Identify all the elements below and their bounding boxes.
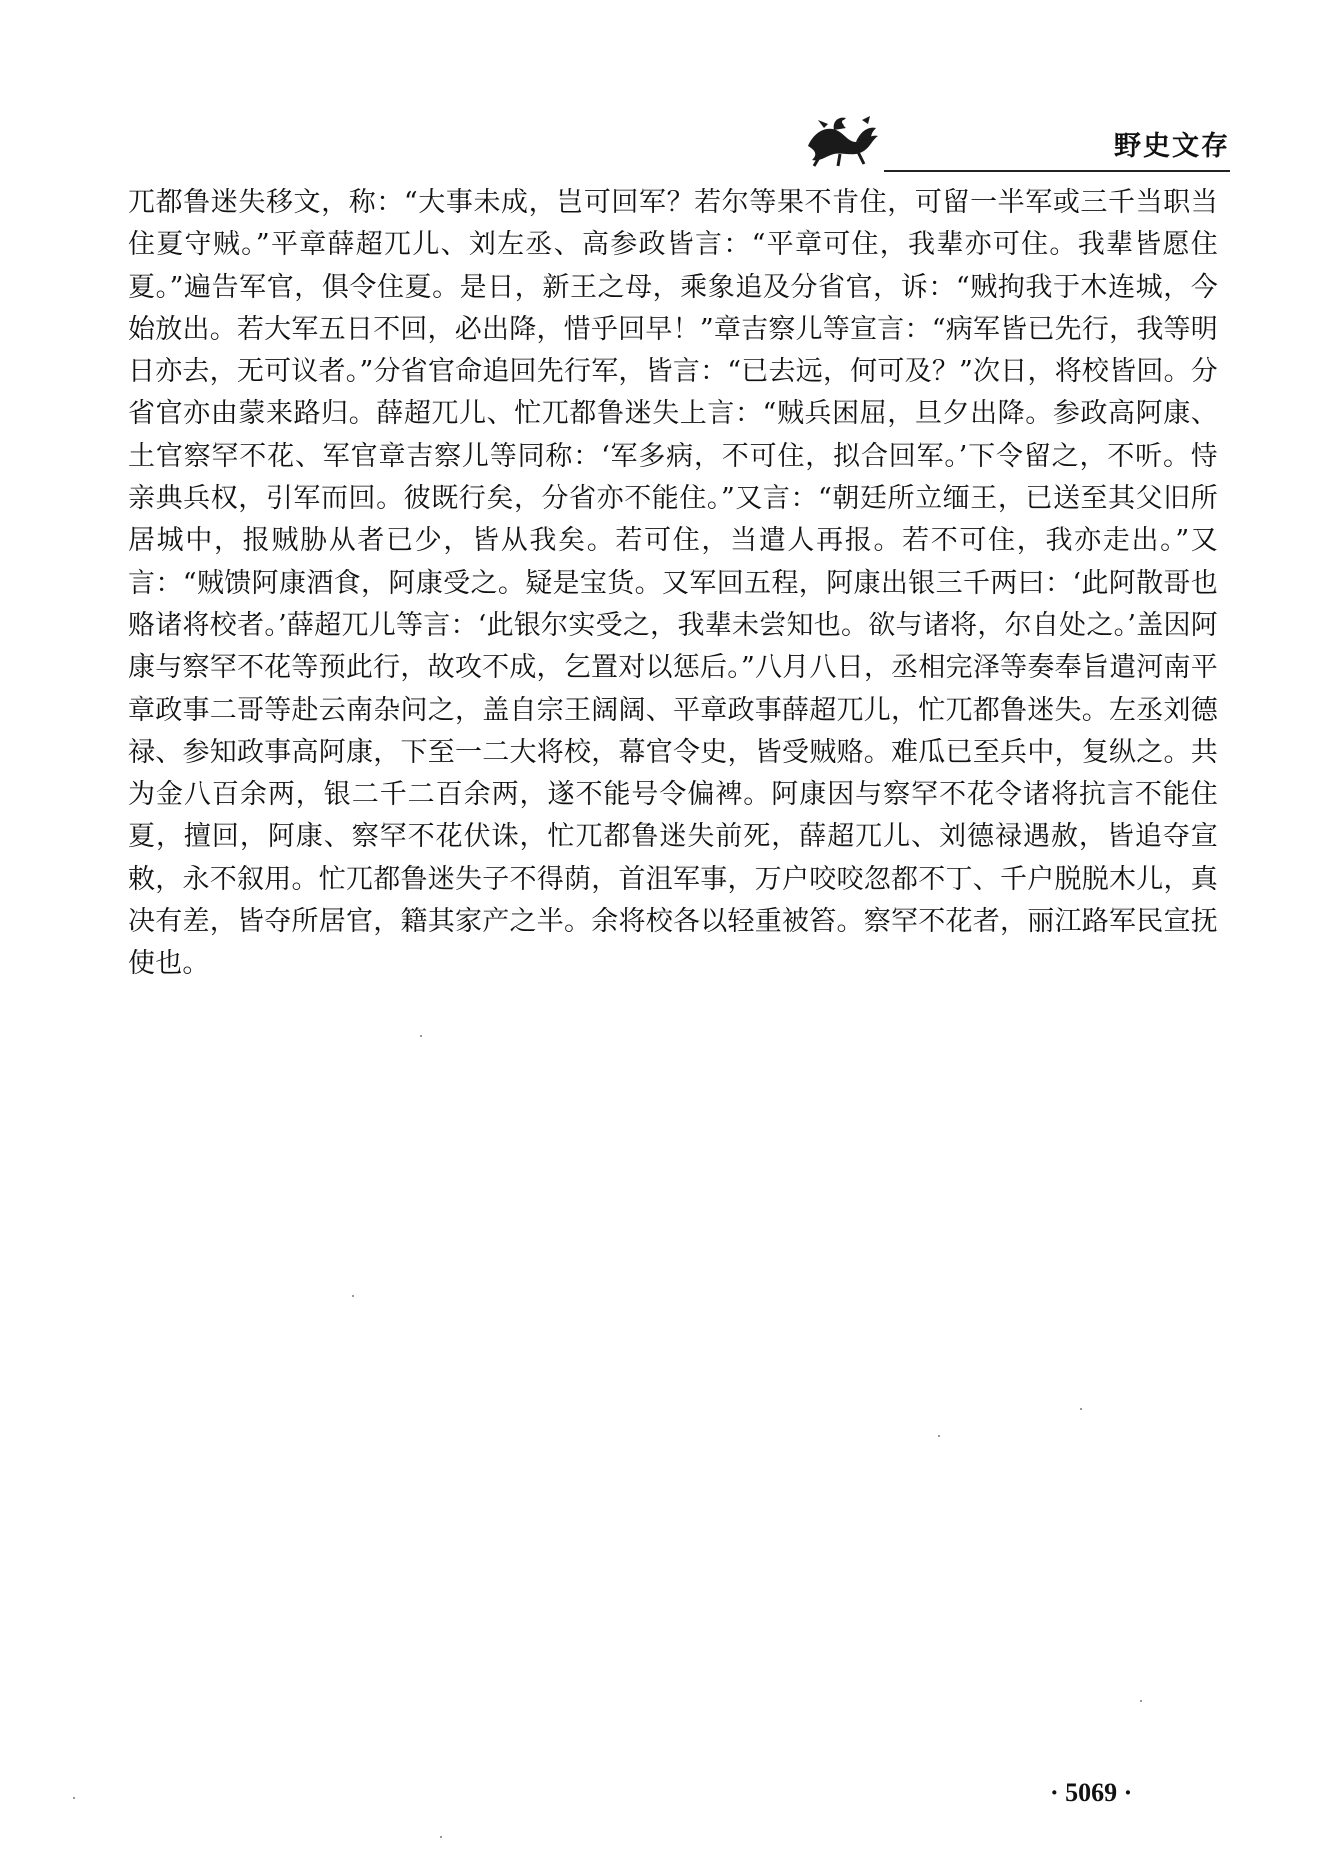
page-header [760,112,1230,172]
scan-speck [440,1836,442,1838]
scan-speck [1080,1408,1082,1410]
scan-speck [1140,1700,1142,1702]
dragon-emblem-icon [800,112,888,168]
scan-speck [352,1295,354,1297]
body-text: 兀都鲁迷失移文，称：“大事未成，岂可回军？若尔等果不肯住，可留一半军或三千当职当住夏守贼。”平章薛超兀儿、刘左丞、高参政皆言：“平章可住，我辈亦可住。我辈皆愿住夏。”遍告军官，俱令住夏。是日，新王之母，乘象追及分省官，诉：“贼拘我于木连城，今始放出。若大军五日不回，必出降，惜乎回早！”章吉察儿等宣言：“病军皆已先行，我等明日亦去，无可议者。”分省官命追回先行军，皆言：“已去远，何可及？”次日，将校皆回。分省官亦由蒙来路归。薛超兀儿、忙兀都鲁迷失上言：“贼兵困屈，旦夕出降。参政高阿康、土官察罕不花、军官章吉察儿等同称：‘军多病，不可住，拟合回军。’下令留之，不听。恃亲典兵权，引军而回。彼既行矣，分省亦不能住。”又言：“朝廷所立缅王，已送至其父旧所居城中，报贼胁从者已少，皆从我矣。若可住，当遣人再报。若不可住，我亦走出。”又言：“贼馈阿康酒食，阿康受之。疑是宝货。又军回五程，阿康出银三千两曰：‘此阿散哥也赂诸将校者。’薛超兀儿等言：‘此银尔实受之，我辈未尝知也。欲与诸将，尔自处之。’盖因阿康与察罕不花等预此行，故攻不成，乞置对以惩后。”八月八日，丞相完泽等奏奉旨遣河南平章政事二哥等赴云南杂问之，盖自宗王阔阔、平章政事薛超兀儿，忙兀都鲁迷失。左丞刘德禄、参知政事高阿康，下至一二大将校，幕官令史，皆受贼赂。难瓜已至兵中，复纵之。共为金八百余两，银二千二百余两，遂不能号令偏裨。阿康因与察罕不花令诸将抗言不能住夏，擅回，阿康、察罕不花伏诛，忙兀都鲁迷失前死，薛超兀儿、刘德禄遇赦，皆追夺宣敕，永不叙用。忙兀都鲁迷失子不得荫，首沮军事，万户咬咬忽都不丁、千户脱脱木儿，真决有差，皆夺所居官，籍其家产之半。余将校各以轻重被笞。察罕不花者，丽江路军民宣抚使也。 [128,187,1218,980]
scan-speck [420,1035,422,1037]
scan-speck [73,1797,75,1799]
header-rule [884,170,1230,172]
scan-speck [938,1435,940,1437]
page-number: · 5069 · [1050,1778,1133,1807]
header-title: 野史文存 [1114,131,1230,162]
